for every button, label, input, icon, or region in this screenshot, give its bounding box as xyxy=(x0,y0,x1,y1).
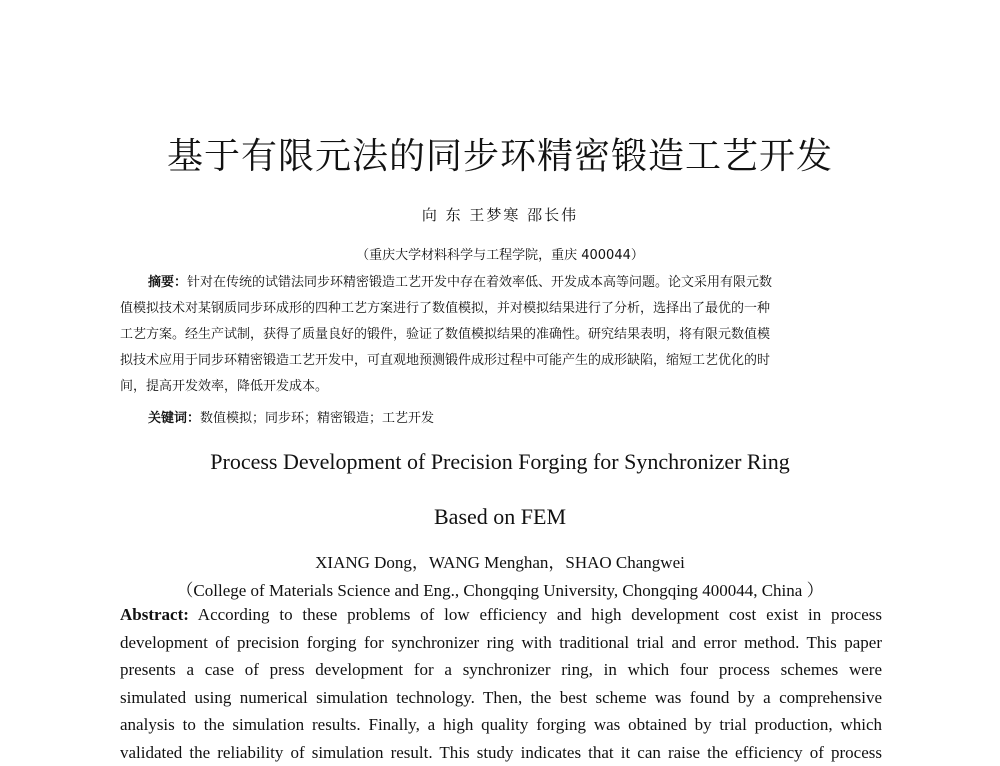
chinese-keywords-label: 关键词： xyxy=(148,411,200,426)
english-affiliation: （College of Materials Science and Eng., Chongqing University, Chongqing 400044, China ） xyxy=(0,576,1000,601)
chinese-authors: 向 东 王梦寒 邵长伟 xyxy=(0,204,1000,225)
english-abstract-line: simulated using numerical simulation technology. Then, the best scheme was found by a comprehensive xyxy=(120,684,882,712)
english-abstract-label: Abstract: xyxy=(120,605,189,624)
english-abstract xyxy=(120,601,882,766)
english-abstract-line: validated the reliability of simulation result. This study indicates that it can raise the efficiency of process xyxy=(120,739,882,766)
chinese-keywords xyxy=(148,407,888,426)
chinese-abstract-line: 摘要：针对在传统的试错法同步环精密锻造工艺开发中存在着效率低、开发成本高等问题。论文采用有限元数 xyxy=(120,270,880,296)
chinese-abstract-line: 拟技术应用于同步环精密锻造工艺开发中，可直观地预测锻件成形过程中可能产生的成形缺陷，缩短工艺优化的时 xyxy=(120,348,880,374)
chinese-abstract-line: 工艺方案。经生产试制，获得了质量良好的锻件，验证了数值模拟结果的准确性。研究结果表明，将有限元数值模 xyxy=(120,322,880,348)
chinese-keywords-text: 数值模拟；同步环；精密锻造；工艺开发 xyxy=(200,411,434,426)
english-abstract-line: presents a case of press development for a synchronizer ring, in which four process schemes were xyxy=(120,656,882,684)
english-title-line2: Based on FEM xyxy=(0,504,1000,530)
english-abstract-line: analysis to the simulation results. Finally, a high quality forging was obtained by trial production, which xyxy=(120,711,882,739)
english-abstract-line: Abstract: According to these problems of low efficiency and high development cost exist in process xyxy=(120,601,882,629)
chinese-affiliation: （重庆大学材料科学与工程学院，重庆 400044） xyxy=(0,244,1000,263)
chinese-abstract-label: 摘要： xyxy=(148,275,187,290)
chinese-abstract-line: 间，提高开发效率，降低开发成本。 xyxy=(120,374,880,400)
chinese-title: 基于有限元法的同步环精密锻造工艺开发 xyxy=(0,128,1000,179)
english-authors: XIANG Dong，WANG Menghan，SHAO Changwei xyxy=(0,548,1000,573)
english-abstract-line: development of precision forging for synchronizer ring with traditional trial and error method. This paper xyxy=(120,629,882,657)
chinese-abstract xyxy=(120,270,880,400)
chinese-abstract-line: 值模拟技术对某钢质同步环成形的四种工艺方案进行了数值模拟，并对模拟结果进行了分析，选择出了最优的一种 xyxy=(120,296,880,322)
english-title-line1: Process Development of Precision Forging for Synchronizer Ring xyxy=(0,449,1000,475)
